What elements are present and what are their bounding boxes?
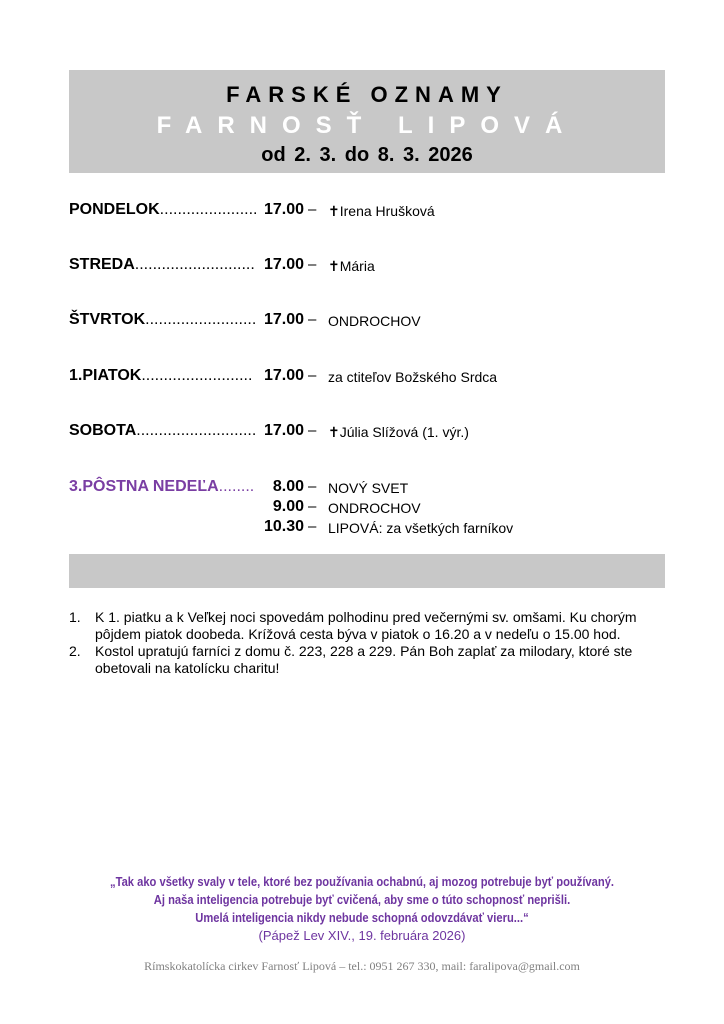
day-label: SOBOTA........................... xyxy=(69,422,257,439)
parish-name: FARNOSŤ LIPOVÁ xyxy=(156,112,578,139)
schedule-row-thursday xyxy=(69,311,659,333)
quote-line: Umelá inteligencia nikdy nebude schopná odovzdávať vieru...“ xyxy=(195,910,529,925)
dash: – xyxy=(308,498,317,515)
separator-bar xyxy=(69,554,665,588)
quote-source: (Pápež Lev XIV., 19. februára 2026) xyxy=(258,928,466,943)
schedule-row-saturday xyxy=(69,422,659,444)
mass-time: 10.30 xyxy=(263,518,304,535)
mass-time: 9.00 xyxy=(272,498,304,515)
day-label: 3.PÔSTNA NEDEĽA........ xyxy=(69,478,255,495)
dash: – xyxy=(308,256,317,273)
page-title: FARSKÉ OZNAMY xyxy=(226,82,508,107)
schedule-row-sunday xyxy=(69,478,659,500)
mass-intention: LIPOVÁ: za všetkých farníkov xyxy=(328,520,514,536)
mass-intention: ONDROCHOV xyxy=(328,313,421,329)
day-label: 1.PIATOK......................... xyxy=(69,367,253,384)
mass-intention: za ctiteľov Božského Srdca xyxy=(328,369,498,385)
dash: – xyxy=(308,311,317,328)
footer-contact: Rímskokatolícka cirkev Farnosť Lipová – tel.: 0951 267 330, mail: faralipova@gmail.com xyxy=(144,959,580,973)
mass-time: 17.00 xyxy=(263,422,304,439)
announcement-text: K 1. piatku a k Veľkej noci spovedám polhodinu pred večernými sv. omšami. Ku chorým pôjdem piatok doobeda. Krížová cesta býva v piatok o 16.20 a v nedeľu o 15.00 hod. xyxy=(95,609,637,642)
mass-intention: ✝Mária xyxy=(328,258,375,274)
mass-time: 17.00 xyxy=(263,367,304,384)
announcements-list xyxy=(69,609,665,677)
day-label: PONDELOK...................... xyxy=(69,201,258,218)
schedule-row-sunday-2 xyxy=(69,498,659,520)
dash: – xyxy=(308,422,317,439)
schedule-row-sunday-3 xyxy=(69,518,659,540)
schedule-row-friday xyxy=(69,367,659,389)
day-label: ŠTVRTOK......................... xyxy=(69,311,257,328)
schedule-row-wednesday xyxy=(69,256,659,278)
dash: – xyxy=(308,518,317,535)
mass-intention: ONDROCHOV xyxy=(328,500,421,516)
mass-intention: ✝Irena Hrušková xyxy=(328,203,435,219)
date-range: od 2. 3. do 8. 3. 2026 xyxy=(261,144,473,166)
mass-intention: NOVÝ SVET xyxy=(328,480,409,496)
list-number: 1. xyxy=(69,609,81,625)
mass-time: 17.00 xyxy=(263,311,304,328)
dash: – xyxy=(308,367,317,384)
mass-intention: ✝Júlia Slížová (1. výr.) xyxy=(328,424,469,440)
pope-quote xyxy=(40,873,684,945)
list-number: 2. xyxy=(69,643,81,659)
schedule-row-monday xyxy=(69,201,659,223)
mass-time: 17.00 xyxy=(263,256,304,273)
dash: – xyxy=(308,201,317,218)
list-item xyxy=(69,643,665,677)
quote-line: Aj naša inteligencia potrebuje byť cvičená, aby sme o túto schopnosť neprišli. xyxy=(153,892,571,907)
announcement-text: Kostol upratujú farníci z domu č. 223, 228 a 229. Pán Boh zaplať za milodary, ktoré ste obetovali na katolícku charitu! xyxy=(95,643,633,676)
list-item xyxy=(69,609,665,643)
header-banner xyxy=(69,70,665,173)
dash: – xyxy=(308,478,317,495)
mass-time: 17.00 xyxy=(263,201,304,218)
quote-line: „Tak ako všetky svaly v tele, ktoré bez používania ochabnú, aj mozog potrebuje byť používaný. xyxy=(109,874,615,889)
day-label: STREDA........................... xyxy=(69,256,255,273)
mass-time: 8.00 xyxy=(272,478,304,495)
